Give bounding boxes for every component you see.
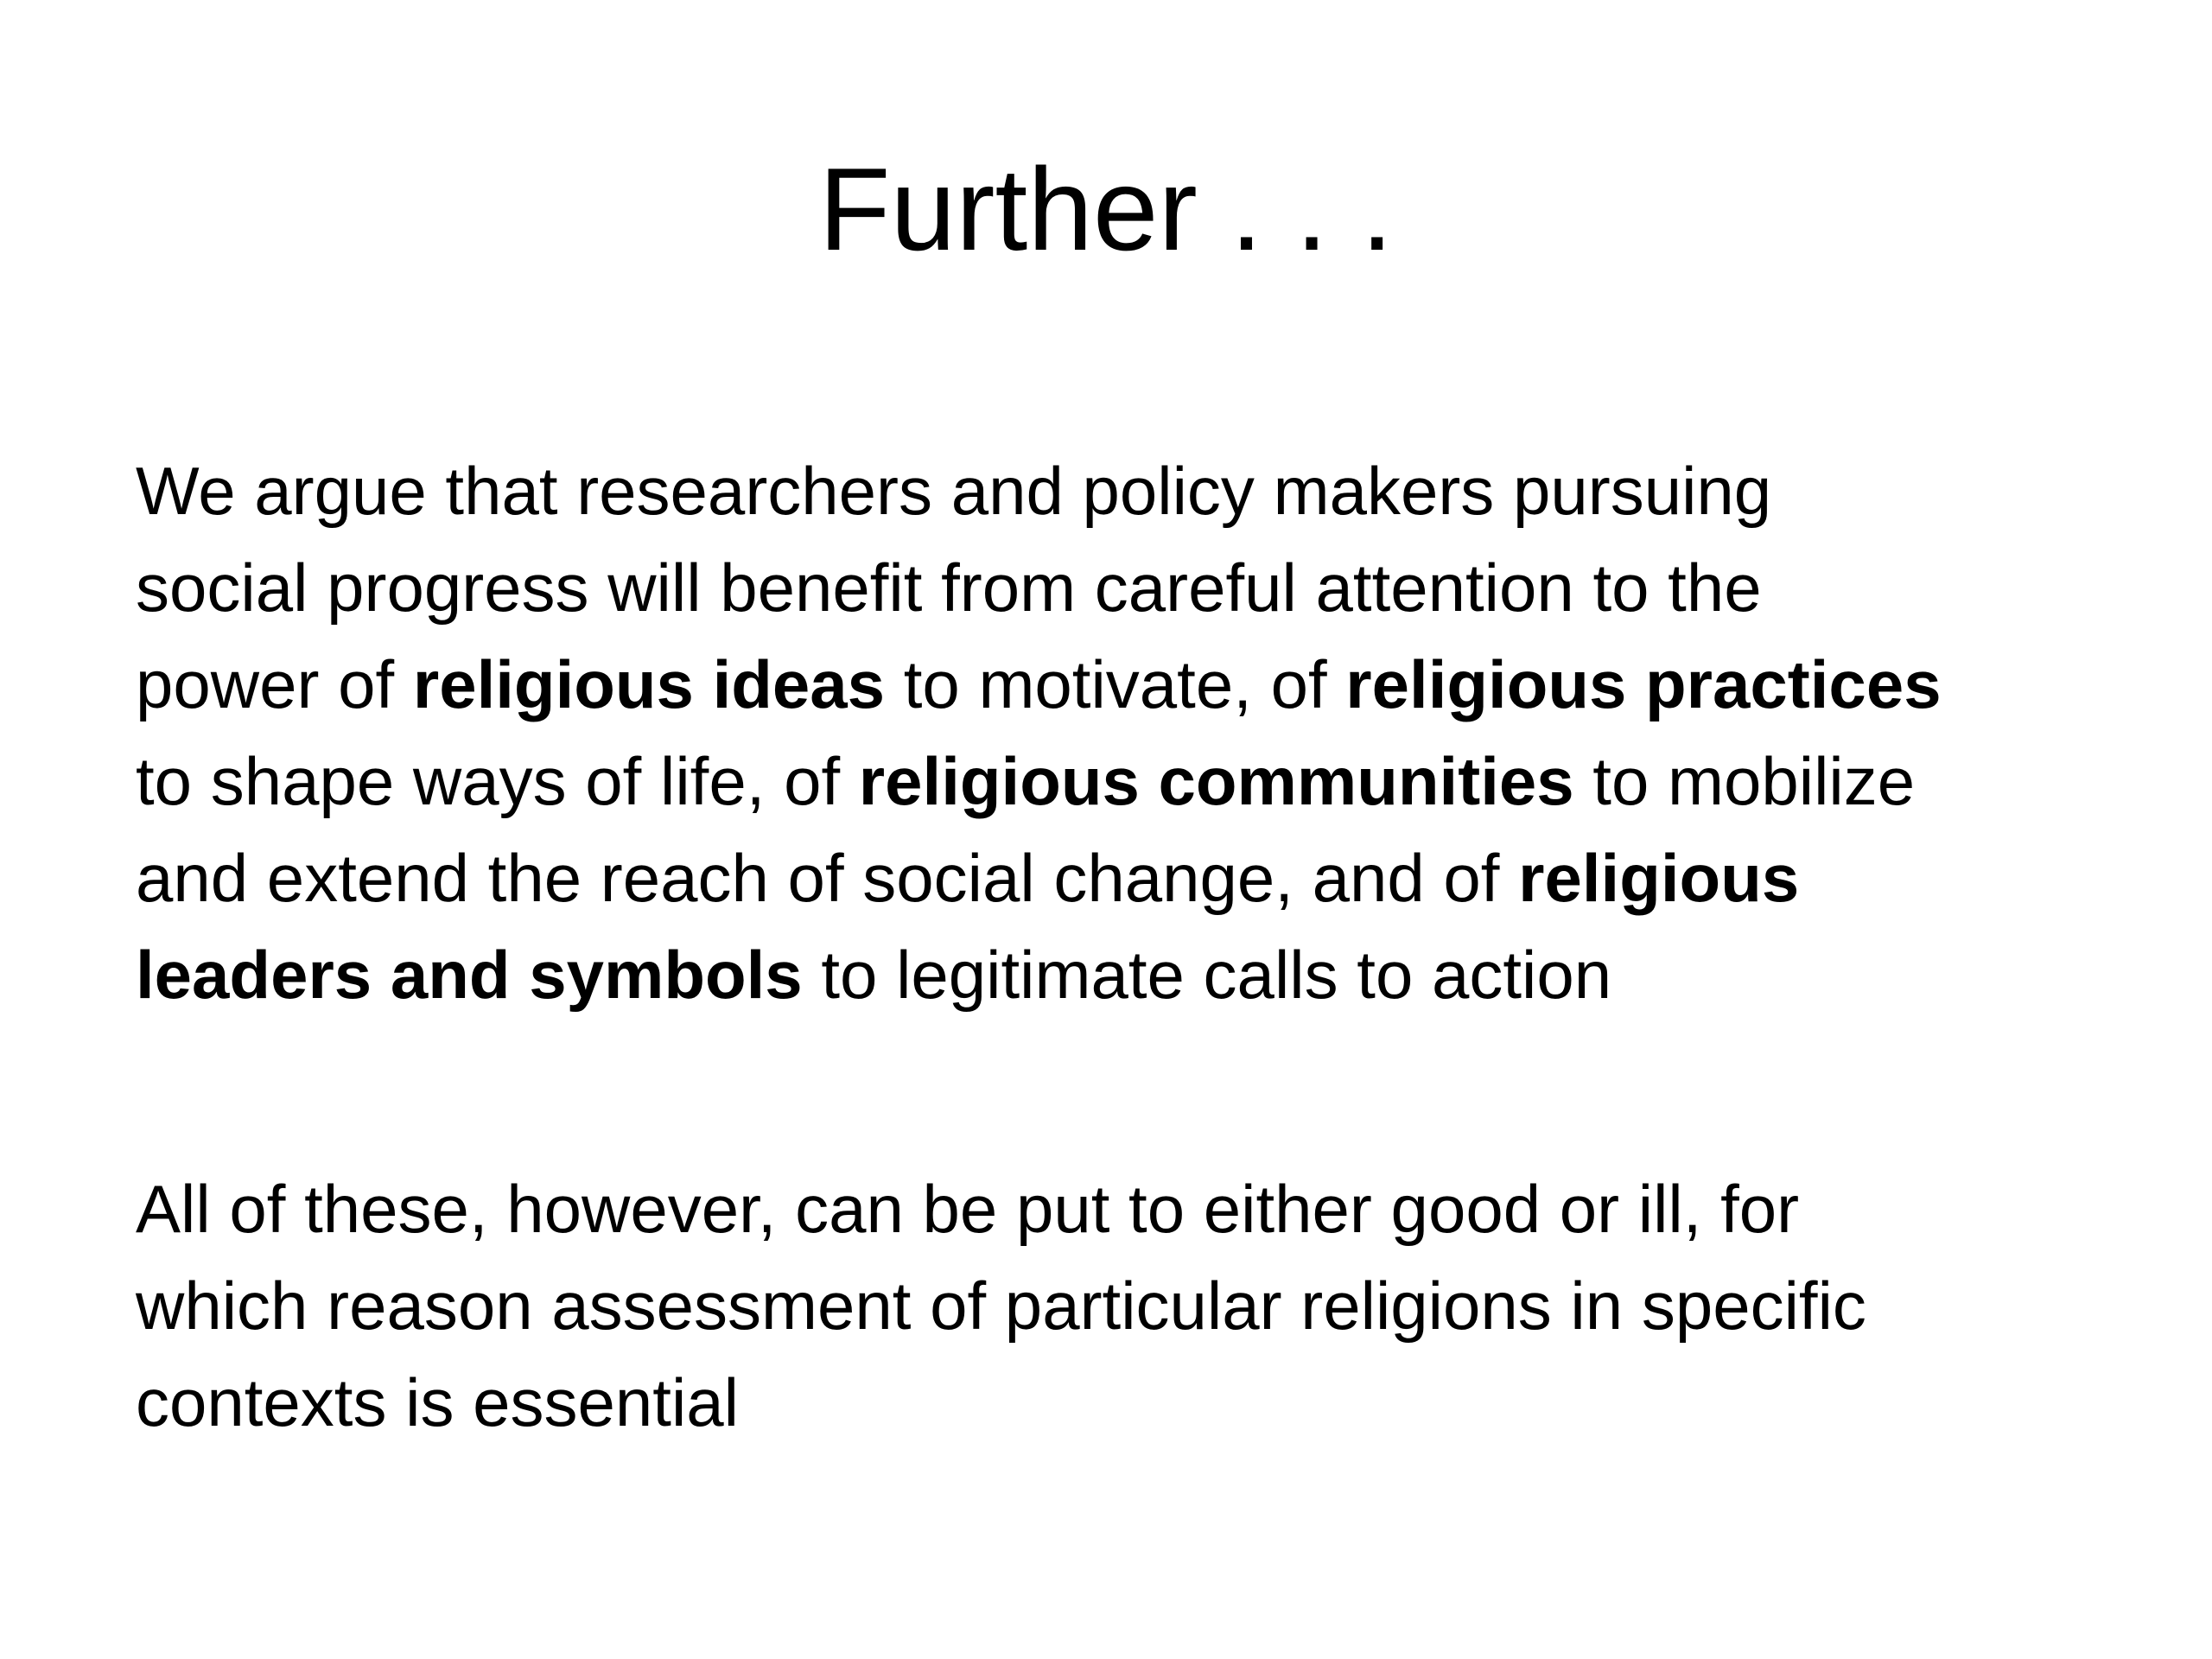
text-line <box>136 830 2088 926</box>
text-line: contexts is essential <box>136 1364 740 1440</box>
text-run: and extend the reach of social change, and of <box>136 840 1519 916</box>
text-line: social progress will benefit from careful attention to the <box>136 550 1762 626</box>
slide-title: Further . . . <box>818 143 1394 275</box>
text-line <box>136 733 2088 830</box>
text-run: to mobilize <box>1573 743 1916 819</box>
text-run: to shape ways of life, of <box>136 743 859 819</box>
text-line: All of these, however, can be put to either good or ill, for <box>136 1171 1800 1247</box>
emphasis-leaders-and-symbols: leaders and symbols <box>136 937 803 1013</box>
paragraph-religion-power <box>136 442 2088 1023</box>
emphasis-religious: religious <box>1518 840 1800 916</box>
paragraph-good-or-ill <box>136 1160 2088 1451</box>
text-line <box>136 636 2088 733</box>
text-run: to legitimate calls to action <box>802 937 1612 1013</box>
emphasis-religious-practices: religious practices <box>1345 646 1942 722</box>
text-line <box>136 926 2088 1023</box>
emphasis-religious-ideas: religious ideas <box>412 646 886 722</box>
text-line: which reason assessment of particular religions in specific <box>136 1268 1866 1344</box>
text-run: to motivate, of <box>885 646 1346 722</box>
text-line: We argue that researchers and policy makers pursuing <box>136 453 1772 529</box>
emphasis-religious-communities: religious communities <box>858 743 1574 819</box>
text-run: power of <box>136 646 413 722</box>
